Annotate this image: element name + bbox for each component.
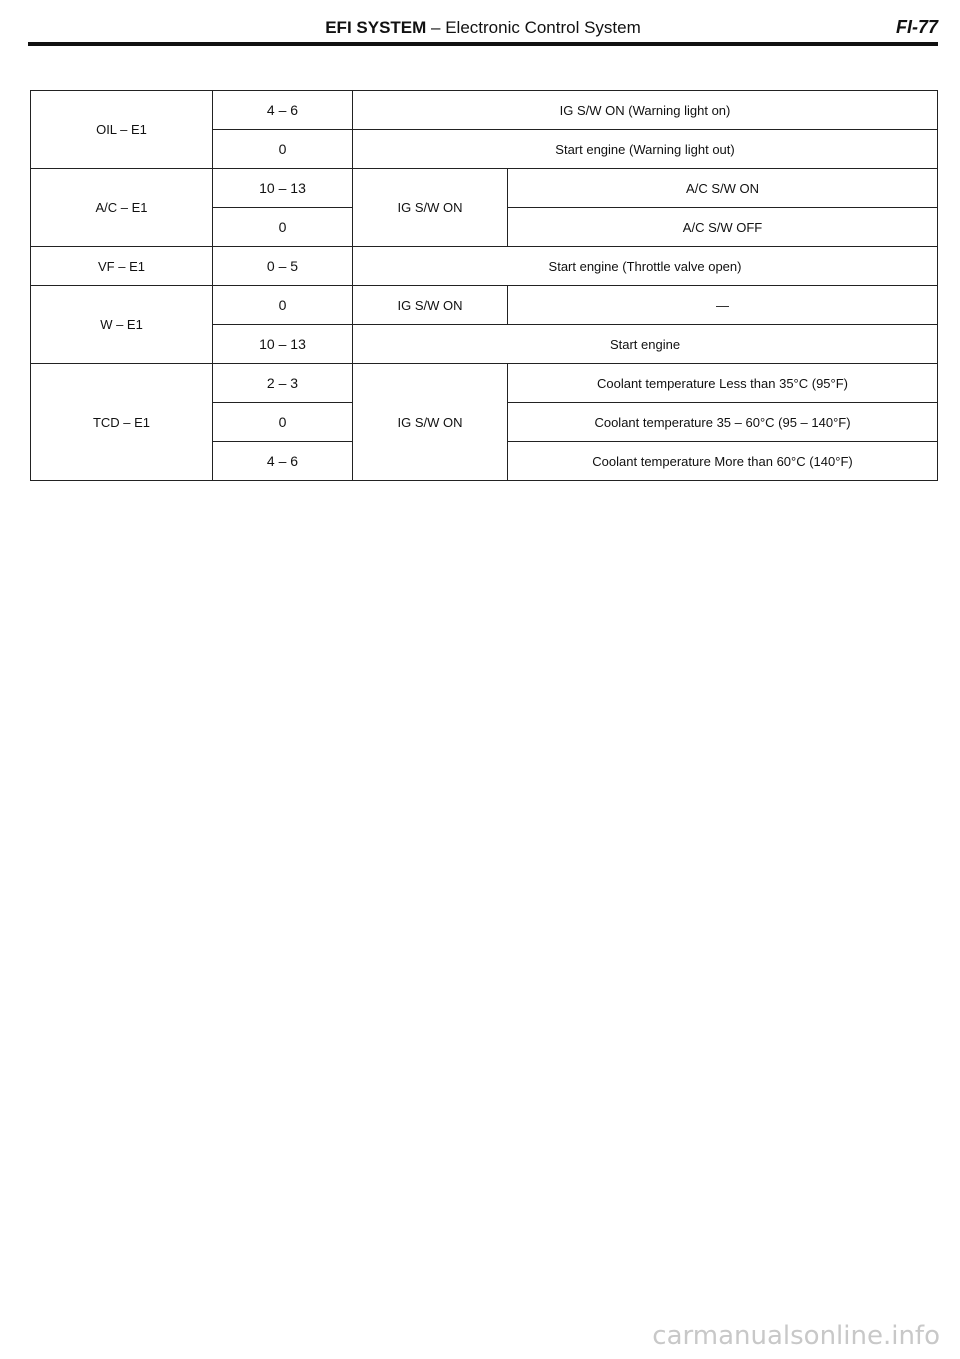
page-title xyxy=(28,18,938,38)
site-watermark: carmanualsonline.info xyxy=(652,1321,940,1351)
voltage-spec-table xyxy=(30,90,938,481)
voltage-cell: 4 – 6 xyxy=(213,442,353,481)
table-row xyxy=(31,169,938,208)
title-rest: – Electronic Control System xyxy=(431,18,641,37)
condition-cell: IG S/W ON xyxy=(353,286,508,325)
condition-cell: Start engine xyxy=(353,325,938,364)
condition-cell: A/C S/W ON xyxy=(508,169,938,208)
voltage-cell: 0 xyxy=(213,208,353,247)
condition-cell: IG S/W ON xyxy=(353,364,508,481)
table-row xyxy=(31,91,938,130)
condition-cell: Coolant temperature More than 60°C (140°F) xyxy=(508,442,938,481)
voltage-cell: 0 xyxy=(213,403,353,442)
voltage-cell: 0 xyxy=(213,130,353,169)
page-number: FI-77 xyxy=(895,17,938,37)
terminal-cell: OIL – E1 xyxy=(31,91,213,169)
table-row xyxy=(31,286,938,325)
voltage-cell: 0 xyxy=(213,286,353,325)
page-header xyxy=(28,12,938,46)
terminal-cell: TCD – E1 xyxy=(31,364,213,481)
condition-cell: A/C S/W OFF xyxy=(508,208,938,247)
voltage-cell: 0 – 5 xyxy=(213,247,353,286)
condition-cell: IG S/W ON xyxy=(353,169,508,247)
condition-cell: Start engine (Warning light out) xyxy=(353,130,938,169)
condition-cell: — xyxy=(508,286,938,325)
voltage-cell: 10 – 13 xyxy=(213,325,353,364)
terminal-cell: A/C – E1 xyxy=(31,169,213,247)
condition-cell: Start engine (Throttle valve open) xyxy=(353,247,938,286)
condition-cell: Coolant temperature Less than 35°C (95°F) xyxy=(508,364,938,403)
table-row xyxy=(31,364,938,403)
voltage-cell: 4 – 6 xyxy=(213,91,353,130)
title-bold: EFI SYSTEM xyxy=(325,18,427,37)
table-row xyxy=(31,247,938,286)
voltage-cell: 2 – 3 xyxy=(213,364,353,403)
terminal-cell: W – E1 xyxy=(31,286,213,364)
terminal-cell: VF – E1 xyxy=(31,247,213,286)
condition-cell: IG S/W ON (Warning light on) xyxy=(353,91,938,130)
condition-cell: Coolant temperature 35 – 60°C (95 – 140°F) xyxy=(508,403,938,442)
voltage-cell: 10 – 13 xyxy=(213,169,353,208)
